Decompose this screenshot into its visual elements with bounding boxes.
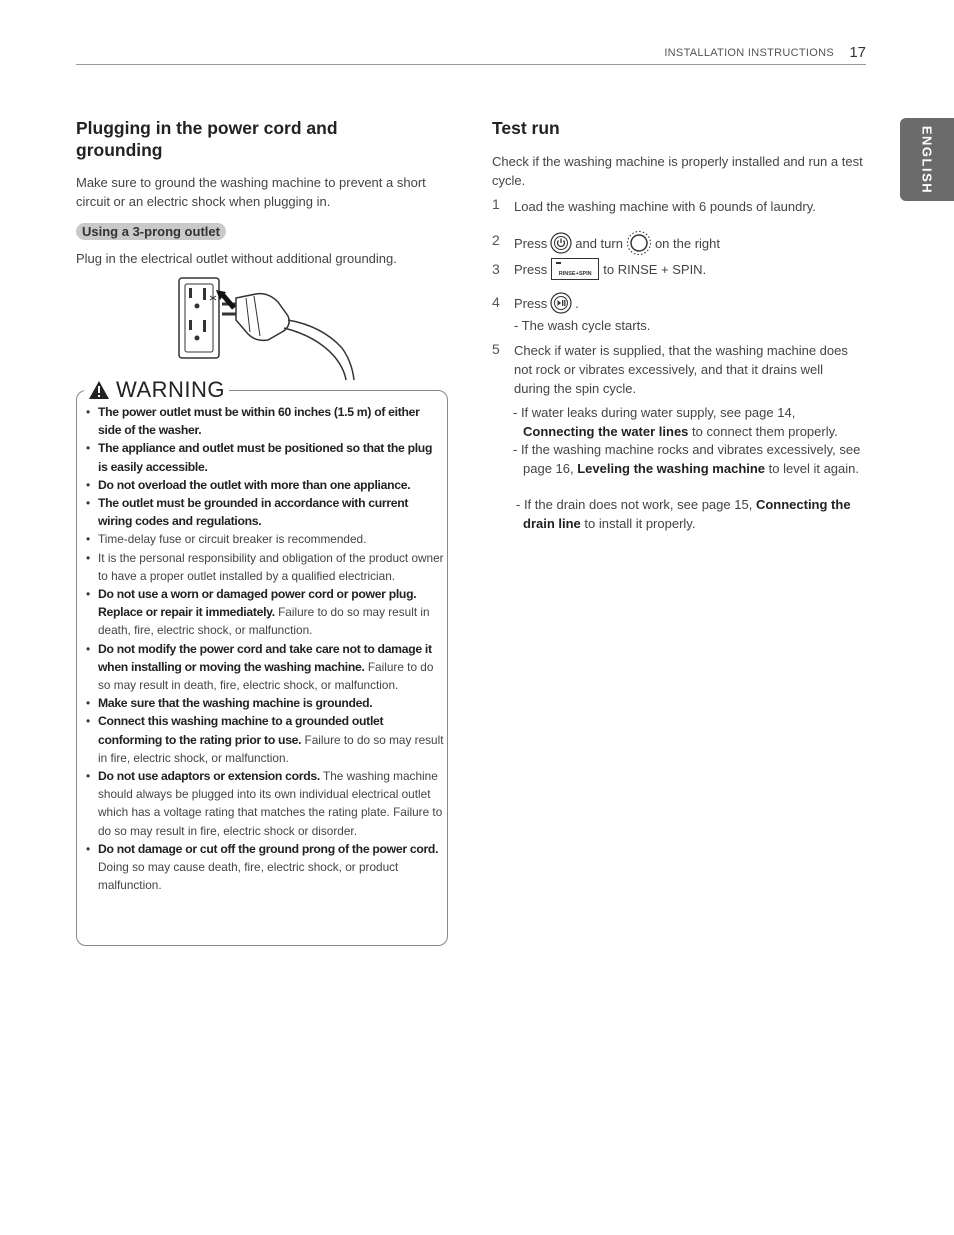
warning-item: • The outlet must be grounded in accordance with current wiring codes and regulations. (76, 494, 444, 530)
rinse-spin-button-label: RINSE+SPIN (558, 271, 592, 277)
warning-item: • It is the personal responsibility and obligation of the product owner to have a proper outlet installed by a qualified electrician. (76, 549, 444, 585)
step-number: 2 (492, 232, 500, 248)
left-section-title: Plugging in the power cord and grounding (76, 118, 338, 160)
language-tab (900, 118, 954, 201)
subheading-pill: Using a 3-prong outlet (76, 223, 226, 240)
warning-item: • Do not use adaptors or extension cords. The washing machine should always be plugged into its own individual electrical outlet which has a voltage rating that matches the rating plate. Failure to do so may result in fire, electric shock or disorder. (76, 767, 444, 840)
right-intro-wrap (492, 152, 864, 190)
link-leveling-washing-machine: Leveling the washing machine (577, 460, 766, 476)
step-note: - The wash cycle starts. (514, 318, 651, 333)
warning-item: • Do not damage or cut off the ground prong of the power cord. Doing so may cause death, fire, electric shock, or product malfunction. (76, 840, 444, 895)
right-intro: Check if the washing machine is properly installed and run a test cycle. (492, 154, 863, 188)
warning-triangle-icon (88, 380, 110, 400)
step-text: Check if water is supplied, that the washing machine does not rock or vibrates excessively, and that it drains well during the spin cycle. (514, 343, 848, 396)
step-5 (492, 341, 864, 398)
right-section-title-wrap (492, 117, 560, 139)
warning-item: • The appliance and outlet must be positioned so that the plug is easily accessible. (76, 439, 444, 475)
page-number: 17 (849, 44, 866, 61)
outlet-plug-illustration (176, 276, 356, 384)
step-4 (492, 292, 864, 332)
warning-title: WARNING (116, 377, 226, 402)
left-intro: Make sure to ground the washing machine to prevent a short circuit or an electric shock when plugging in. (76, 175, 426, 209)
step-end-label: to RINSE + SPIN. (603, 261, 707, 277)
plug-text: Plug in the electrical outlet without additional grounding. (76, 251, 397, 266)
link-connecting-water-lines: Connecting the water lines (523, 423, 689, 439)
step-3 (492, 258, 864, 284)
step-press-label: Press (514, 261, 548, 277)
warning-header (84, 377, 229, 403)
warning-item: • Do not modify the power cord and take care not to damage it when installing or moving the washing machine. Failure to do so may result in death, fire, electric shock, or malfunction. (76, 640, 444, 695)
step-number: 1 (492, 196, 500, 212)
plug-text-wrap (76, 249, 456, 268)
warning-item: • The power outlet must be within 60 inches (1.5 m) of either side of the washer. (76, 403, 444, 439)
warning-item: • Time-delay fuse or circuit breaker is recommended. (76, 530, 444, 548)
troubleshoot-vibration: - If the washing machine rocks and vibrates excessively, see page 16, Leveling the washing machine to level it again. (513, 442, 861, 476)
troubleshoot-water-leak: - If water leaks during water supply, see page 14, Connecting the water lines to connect them properly. (513, 405, 838, 439)
language-label: ENGLISH (919, 125, 935, 194)
step-and-turn-label: and turn (575, 235, 623, 251)
right-section-title: Test run (492, 118, 560, 138)
warning-item: • Do not use a worn or damaged power cord or power plug. Replace or repair it immediately. Failure to do so may result in death, fire, electric shock, or malfunction. (76, 585, 444, 640)
subheading-wrap (76, 223, 226, 241)
troubleshoot-drain: - If the drain does not work, see page 15, Connecting the drain line to install it properly. (516, 497, 851, 531)
step-number: 4 (492, 294, 500, 310)
warning-item: • Make sure that the washing machine is grounded. (76, 694, 444, 712)
warning-item: • Connect this washing machine to a grounded outlet conforming to the rating prior to use. Failure to do so may result in fire, electric shock, or malfunction. (76, 712, 444, 767)
step-1 (492, 196, 864, 216)
link-connecting-drain-line: Connecting the drain line (523, 497, 851, 531)
step-press-label: Press (514, 235, 548, 251)
power-button-icon (550, 232, 572, 254)
step-end-label: . (575, 295, 579, 311)
step-press-label: Press (514, 295, 548, 311)
page-header (76, 44, 866, 65)
left-section-title-wrap (76, 117, 406, 161)
step-number: 3 (492, 261, 500, 277)
warning-item: • Do not overload the outlet with more than one appliance. (76, 476, 444, 494)
start-pause-button-icon (550, 292, 572, 314)
step-end-label: on the right (654, 235, 720, 251)
warning-list (76, 403, 444, 894)
warning-list-wrap (76, 403, 444, 894)
cycle-dial-icon (626, 230, 652, 256)
step-number: 5 (492, 341, 500, 357)
step-2 (492, 230, 864, 254)
section-title: INSTALLATION INSTRUCTIONS (664, 47, 834, 59)
step-text: Load the washing machine with 6 pounds of laundry. (514, 199, 816, 214)
rinse-spin-button-icon (551, 258, 599, 280)
left-intro-wrap (76, 173, 456, 211)
